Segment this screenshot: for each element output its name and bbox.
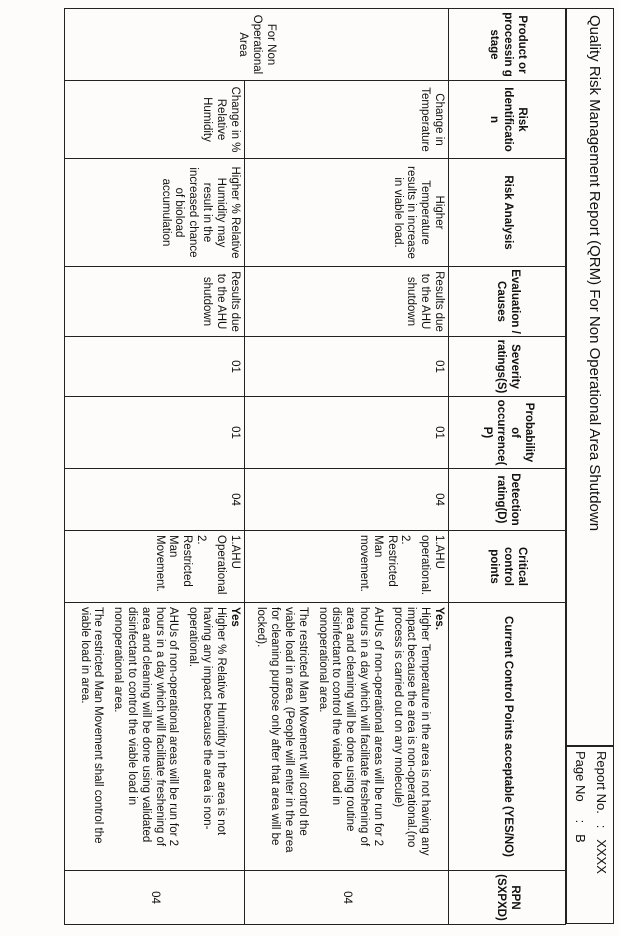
col-header: Current Control Points acceptable (YES/NO) <box>449 603 566 871</box>
cause-cell: Results due to the AHU shutdown <box>64 267 244 337</box>
col-header: Product or processin g stage <box>449 9 566 81</box>
col-header: Severity ratings(S) <box>449 337 566 397</box>
ccp-item: 2. Restricted Man movement. <box>358 535 412 592</box>
cause-cell: Results due to the AHU shutdown <box>244 267 448 337</box>
risk-table <box>64 8 566 925</box>
ccp-cell <box>244 531 448 603</box>
table-row <box>244 9 448 925</box>
acceptable-note: AHUs of non-operational areas will be run for 2 hours in a day which will facilitate freshening of area and cleaning will be done using routine disinfectant to control the viable load in nonoperational area. <box>316 607 384 847</box>
rpn-cell: 04 <box>64 871 244 925</box>
risk-cell: Change in % Relative Humidity <box>64 81 244 159</box>
acceptable-note: Higher % Relative Humidity in the area is not having any impact because the area is non-operational. <box>187 607 227 836</box>
report-header <box>566 8 614 924</box>
qrm-report-sheet <box>14 8 614 924</box>
report-no-value: XXXX <box>594 839 609 874</box>
severity-cell: 01 <box>244 337 448 397</box>
detection-cell: 04 <box>64 469 244 531</box>
acceptable-cell <box>244 603 448 871</box>
acceptable-answer: Yes. <box>433 607 445 631</box>
stage-cell: For Non Operational Area <box>64 9 448 81</box>
page-no-sep: : <box>573 819 588 824</box>
col-header: Probability of occurrence( P) <box>449 397 566 469</box>
report-number <box>594 751 609 874</box>
header-divider <box>565 745 613 747</box>
table-row <box>64 9 244 925</box>
report-no-sep: : <box>594 824 609 829</box>
acceptable-note: The restricted Man Movement will control the viable load in area. (People will enter in the area for cleaning purpose only after that area will be locked). <box>255 607 309 853</box>
acceptable-note: AHUs of non-operational areas will be run for 2 hours in a day which will facilitate freshening of area and cleaning will be done using validated disinfectant to control the viable load in nonoperational area. <box>112 607 180 847</box>
table-header-row <box>449 9 566 925</box>
page-number <box>573 751 588 843</box>
col-header: Risk Analysis <box>449 159 566 267</box>
ccp-item: 1.AHU operational. <box>419 535 445 596</box>
acceptable-note: Higher Temperature in the area is not having any impact because the area is non-operational.(no process is carried out on any molecule) <box>391 607 432 856</box>
analysis-cell: Higher Temperature results in increase in viable load. <box>244 159 448 267</box>
probability-cell: 01 <box>244 397 448 469</box>
page-no-label: Page No <box>573 751 588 802</box>
report-no-label: Report No. <box>594 751 609 814</box>
probability-cell: 01 <box>64 397 244 469</box>
ccp-item: 2. Restricted Man Movement. <box>153 535 208 592</box>
acceptable-note: The restricted Man Movement shall control the viable load in area. <box>78 607 105 844</box>
detection-cell: 04 <box>244 469 448 531</box>
severity-cell: 01 <box>64 337 244 397</box>
col-header: Detection rating(D) <box>449 469 566 531</box>
analysis-cell: Higher % Relative Humidity may result in the increased chance of bioload accumulation <box>64 159 244 267</box>
col-header: Evaluation / Causes <box>449 267 566 337</box>
acceptable-answer: Yes <box>228 607 241 627</box>
col-header: Critical control points <box>449 531 566 603</box>
col-header: RPN (SXPXD) <box>449 871 566 925</box>
ccp-item: 1.AHU Operational <box>214 535 241 595</box>
rpn-cell: 04 <box>244 871 448 925</box>
report-title: Quality Risk Management Report (QRM) For Non Operational Area Shutdown <box>586 15 603 532</box>
col-header: Risk Identificatio n <box>449 81 566 159</box>
acceptable-cell <box>64 603 244 871</box>
ccp-cell <box>64 531 244 603</box>
page-no-value: B <box>573 834 588 843</box>
risk-cell: Change in Temperature <box>244 81 448 159</box>
